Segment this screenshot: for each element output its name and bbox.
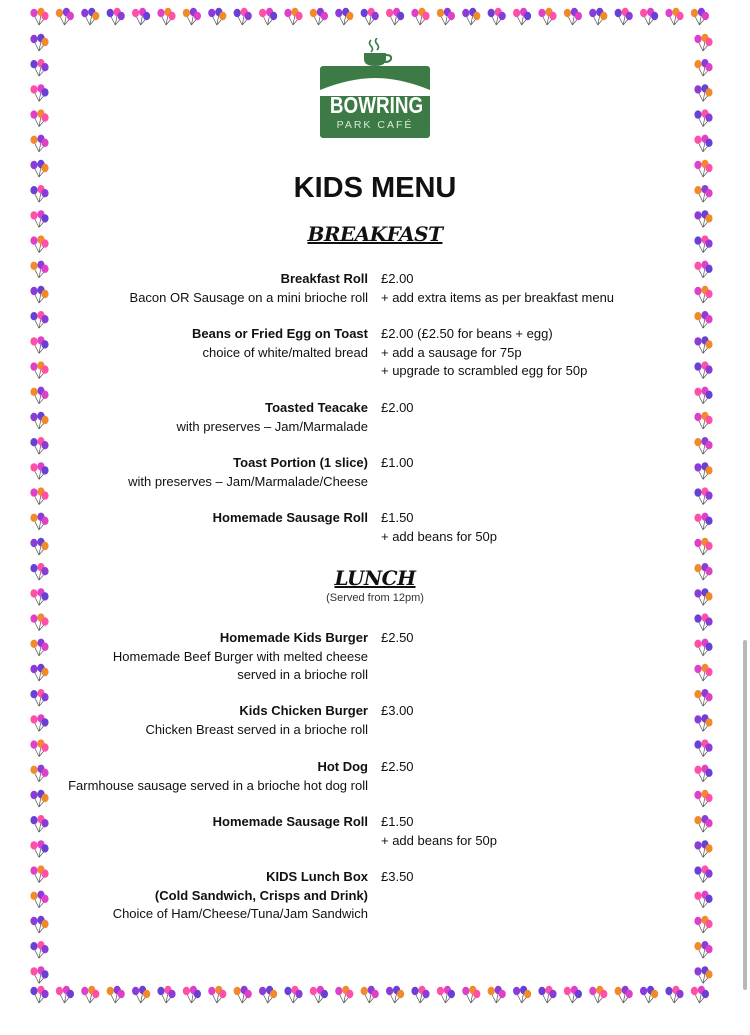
balloon-icon: [284, 986, 302, 1003]
balloon-icon: [107, 8, 125, 25]
balloon-icon: [694, 109, 712, 126]
menu-item-details: [8, 399, 368, 436]
balloon-icon: [694, 891, 712, 908]
menu-item-price: [381, 454, 701, 473]
menu-item-details: [8, 702, 368, 739]
balloon-icon: [694, 34, 712, 51]
price-line: £2.00 (£2.50 for beans + egg): [381, 326, 553, 341]
menu-item-price: [381, 270, 701, 307]
balloon-icon: [640, 986, 658, 1003]
menu-item-price: [381, 325, 701, 381]
balloon-icon: [694, 84, 712, 101]
price-line: £1.50: [381, 814, 414, 829]
balloon-icon: [157, 8, 175, 25]
balloon-icon: [183, 8, 201, 25]
balloon-icon: [30, 109, 48, 126]
balloon-icon: [30, 361, 48, 378]
coffee-cup-icon: [358, 38, 394, 68]
balloon-icon: [208, 8, 226, 25]
balloon-icon: [30, 8, 48, 25]
menu-item-price: [381, 702, 701, 721]
balloon-icon: [694, 966, 712, 983]
menu-item-price: [381, 758, 701, 777]
balloon-icon: [691, 986, 709, 1003]
price-line: £3.00: [381, 703, 414, 718]
menu-item-name: Toast Portion (1 slice): [233, 455, 368, 470]
menu-item-description: with preserves – Jam/Marmalade: [176, 418, 368, 434]
balloon-icon: [462, 986, 480, 1003]
menu-item-description: (Cold Sandwich, Crisps and Drink): [154, 887, 368, 903]
balloon-icon: [488, 8, 506, 25]
menu-item-name: Hot Dog: [317, 759, 368, 774]
balloon-icon: [259, 986, 277, 1003]
menu-item-name: Homemade Sausage Roll: [212, 814, 368, 829]
menu-item-details: [8, 813, 368, 832]
menu-item-details: [8, 868, 368, 924]
balloon-icon: [259, 8, 277, 25]
balloon-icon: [81, 8, 99, 25]
price-line: £2.00: [381, 271, 414, 286]
balloon-icon: [513, 986, 531, 1003]
lunch-served-note: (Served from 12pm): [326, 592, 424, 604]
price-line: £2.00: [381, 400, 414, 415]
balloon-icon: [234, 986, 252, 1003]
menu-item-details: [8, 629, 368, 685]
price-line: + upgrade to scrambled egg for 50p: [381, 363, 588, 378]
menu-item-description: Bacon OR Sausage on a mini brioche roll: [129, 289, 368, 305]
balloon-icon: [107, 986, 125, 1003]
balloon-icon: [694, 59, 712, 76]
balloon-icon: [30, 437, 48, 454]
balloon-icon: [386, 8, 404, 25]
balloon-icon: [615, 986, 633, 1003]
menu-item-name: Homemade Kids Burger: [219, 630, 368, 645]
balloon-icon: [386, 986, 404, 1003]
menu-item-description: choice of white/malted bread: [202, 344, 368, 360]
price-line: £3.50: [381, 869, 414, 884]
balloon-icon: [284, 8, 302, 25]
logo-badge: [320, 66, 430, 138]
balloon-icon: [694, 790, 712, 807]
menu-item-description: Choice of Ham/Cheese/Tuna/Jam Sandwich: [112, 906, 368, 921]
menu-item-name: Kids Chicken Burger: [239, 703, 368, 718]
menu-item-details: [8, 325, 368, 362]
breakfast-heading: BREAKFAST: [307, 222, 443, 246]
menu-item-description: Farmhouse sausage served in a brioche hot dog roll: [68, 777, 368, 793]
menu-item-details: [8, 454, 368, 491]
balloon-icon: [640, 8, 658, 25]
balloon-icon: [694, 437, 712, 454]
balloon-icon: [157, 986, 175, 1003]
price-line: £2.50: [381, 759, 414, 774]
balloon-icon: [538, 8, 556, 25]
menu-item-name: KIDS Lunch Box: [266, 869, 368, 884]
menu-item-description: Chicken Breast served in a brioche roll: [145, 721, 368, 737]
balloon-icon: [437, 986, 455, 1003]
balloon-icon: [30, 941, 48, 958]
menu-item-details: [8, 758, 368, 795]
menu-item-price: [381, 629, 701, 648]
balloon-icon: [488, 986, 506, 1003]
balloon-icon: [30, 739, 48, 756]
balloon-icon: [30, 84, 48, 101]
page-title: KIDS MENU: [293, 172, 457, 204]
logo-name: BOWRING: [329, 92, 424, 118]
menu-item-name: Beans or Fried Egg on Toast: [191, 326, 368, 341]
balloon-icon: [691, 8, 709, 25]
price-line: + add a sausage for 75p: [381, 344, 522, 360]
price-line: £2.50: [381, 630, 414, 645]
menu-item-description: Homemade Beef Burger with melted cheese: [112, 648, 368, 664]
balloon-icon: [694, 664, 712, 681]
balloon-icon: [694, 916, 712, 933]
balloon-icon: [132, 986, 150, 1003]
logo-subtitle: PARK CAFÉ: [336, 119, 414, 131]
balloon-icon: [694, 135, 712, 152]
balloon-icon: [132, 8, 150, 25]
menu-item-name: Toasted Teacake: [265, 400, 368, 415]
lunch-heading: LUNCH: [334, 566, 416, 590]
balloon-icon: [411, 8, 429, 25]
balloon-icon: [56, 8, 74, 25]
menu-item-description: served in a brioche roll: [237, 667, 368, 682]
balloon-icon: [335, 8, 353, 25]
price-line: + add beans for 50p: [381, 528, 498, 544]
balloon-icon: [234, 8, 252, 25]
balloon-icon: [30, 538, 48, 555]
balloon-icon: [694, 941, 712, 958]
balloon-icon: [30, 966, 48, 983]
menu-item-details: [8, 270, 368, 307]
balloon-icon: [310, 986, 328, 1003]
balloon-icon: [183, 986, 201, 1003]
balloon-icon: [30, 59, 48, 76]
balloon-icon: [589, 986, 607, 1003]
balloon-icon: [30, 986, 48, 1003]
balloon-icon: [30, 840, 48, 857]
price-line: + add beans for 50p: [381, 832, 498, 848]
menu-item-description: with preserves – Jam/Marmalade/Cheese: [128, 473, 368, 489]
balloon-icon: [81, 986, 99, 1003]
balloon-icon: [335, 986, 353, 1003]
price-line: £1.50: [381, 510, 414, 525]
cafe-logo: [318, 38, 432, 140]
balloon-icon: [564, 8, 582, 25]
price-line: + add extra items as per breakfast menu: [381, 289, 615, 305]
balloon-icon: [208, 986, 226, 1003]
balloon-icon: [437, 8, 455, 25]
balloon-icon: [589, 8, 607, 25]
price-line: £1.00: [381, 455, 414, 470]
balloon-icon: [694, 487, 712, 504]
balloon-icon: [361, 8, 379, 25]
menu-item-price: [381, 399, 701, 418]
menu-item-details: [8, 509, 368, 528]
scrollbar[interactable]: [743, 640, 747, 990]
balloon-icon: [462, 8, 480, 25]
balloon-icon: [30, 135, 48, 152]
balloon-icon: [513, 8, 531, 25]
balloon-icon: [665, 8, 683, 25]
balloon-icon: [30, 34, 48, 51]
balloon-icon: [538, 986, 556, 1003]
menu-item-name: Breakfast Roll: [280, 271, 368, 286]
balloon-icon: [361, 986, 379, 1003]
menu-item-price: [381, 813, 701, 850]
menu-item-name: Homemade Sausage Roll: [212, 510, 368, 525]
menu-item-price: [381, 868, 701, 887]
balloon-icon: [310, 8, 328, 25]
balloon-icon: [694, 739, 712, 756]
balloon-icon: [56, 986, 74, 1003]
balloon-icon: [665, 986, 683, 1003]
menu-item-price: [381, 509, 701, 546]
balloon-icon: [411, 986, 429, 1003]
balloon-icon: [615, 8, 633, 25]
balloon-icon: [564, 986, 582, 1003]
